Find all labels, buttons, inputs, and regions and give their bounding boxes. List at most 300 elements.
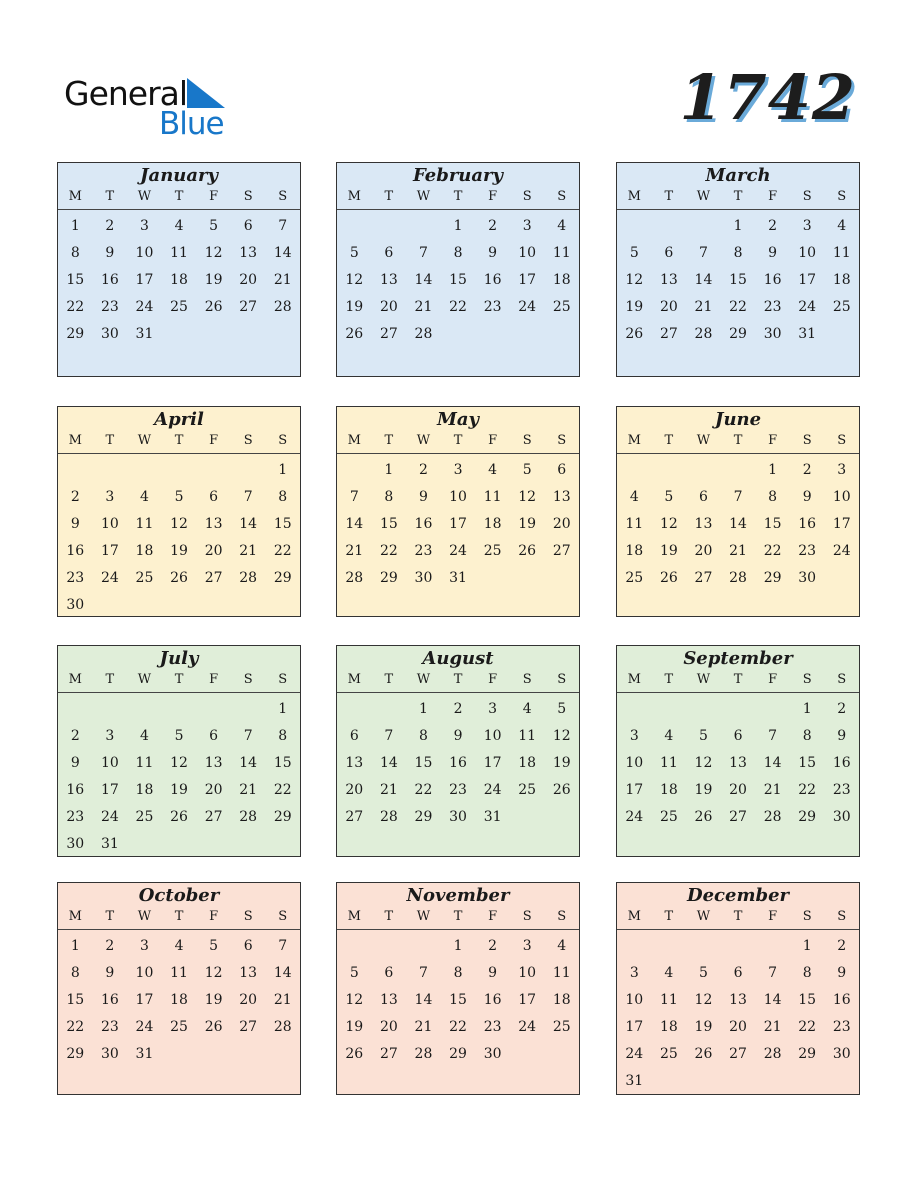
week-row xyxy=(617,750,859,777)
day-grid xyxy=(337,930,579,1068)
weekday-label: T xyxy=(733,672,743,687)
empty-day-cell xyxy=(686,457,721,484)
day-cell: 17 xyxy=(798,272,817,288)
day-cell: 31 xyxy=(798,326,817,342)
empty-day-cell xyxy=(544,804,579,831)
day-cell: 18 xyxy=(483,516,502,532)
day-cell: 29 xyxy=(798,1046,817,1062)
day-cell: 10 xyxy=(798,245,817,261)
day-cell: 15 xyxy=(763,516,782,532)
day-cell: 18 xyxy=(552,992,571,1008)
weekday-header xyxy=(337,431,579,454)
weekday-header xyxy=(337,187,579,210)
day-cell: 10 xyxy=(135,965,154,981)
day-cell: 18 xyxy=(659,782,678,798)
day-cell: 3 xyxy=(488,701,498,717)
day-cell: 2 xyxy=(70,489,80,505)
day-cell: 18 xyxy=(552,272,571,288)
day-cell: 3 xyxy=(522,938,532,954)
day-cell: 5 xyxy=(209,938,219,954)
week-row xyxy=(58,484,300,511)
empty-day-cell xyxy=(127,592,162,619)
day-cell: 28 xyxy=(414,326,433,342)
day-cell: 13 xyxy=(552,489,571,505)
day-cell: 11 xyxy=(170,965,188,981)
day-cell: 21 xyxy=(273,272,292,288)
empty-day-cell xyxy=(686,213,721,240)
day-cell: 30 xyxy=(763,326,782,342)
day-cell: 23 xyxy=(483,299,502,315)
day-cell: 6 xyxy=(209,489,219,505)
day-cell: 28 xyxy=(729,570,747,586)
day-cell: 24 xyxy=(449,543,467,559)
day-cell: 23 xyxy=(832,782,851,798)
day-cell: 10 xyxy=(832,489,851,505)
empty-day-cell xyxy=(93,592,128,619)
empty-day-cell xyxy=(265,831,300,858)
day-cell: 24 xyxy=(100,570,119,586)
week-row xyxy=(58,696,300,723)
day-cell: 21 xyxy=(414,299,433,315)
day-cell: 16 xyxy=(100,272,119,288)
day-cell: 30 xyxy=(832,1046,851,1062)
weekday-label: F xyxy=(209,909,219,924)
weekday-label: M xyxy=(347,433,361,448)
week-row xyxy=(337,213,579,240)
day-cell: 24 xyxy=(798,299,817,315)
day-cell: 19 xyxy=(552,755,571,771)
day-cell: 26 xyxy=(694,1046,713,1062)
day-cell: 21 xyxy=(694,299,713,315)
day-cell: 26 xyxy=(345,1046,364,1062)
weekday-label: T xyxy=(105,189,115,204)
empty-day-cell xyxy=(652,1068,687,1095)
day-cell: 15 xyxy=(449,272,467,288)
day-cell: 7 xyxy=(768,965,778,981)
weekday-label: S xyxy=(557,909,567,924)
day-cell: 16 xyxy=(832,992,851,1008)
day-cell: 20 xyxy=(379,299,398,315)
empty-day-cell xyxy=(652,933,687,960)
month-title: May xyxy=(436,409,480,430)
empty-day-cell xyxy=(196,696,231,723)
day-cell: 12 xyxy=(170,516,188,532)
day-cell: 13 xyxy=(729,755,747,771)
day-cell: 20 xyxy=(239,992,258,1008)
day-cell: 4 xyxy=(664,965,674,981)
week-row xyxy=(58,960,300,987)
day-cell: 24 xyxy=(483,782,502,798)
day-cell: 15 xyxy=(273,516,292,532)
day-cell: 20 xyxy=(379,1019,398,1035)
day-cell: 17 xyxy=(518,992,537,1008)
day-cell: 16 xyxy=(66,782,85,798)
year-title: 1742 xyxy=(679,61,856,134)
week-row xyxy=(337,267,579,294)
empty-day-cell xyxy=(231,592,266,619)
logo-general-text: General xyxy=(64,74,188,113)
weekday-label: M xyxy=(627,189,641,204)
empty-day-cell xyxy=(824,565,859,592)
week-row xyxy=(337,777,579,804)
empty-day-cell xyxy=(162,831,197,858)
day-cell: 20 xyxy=(729,782,747,798)
week-row xyxy=(337,750,579,777)
weekday-label: F xyxy=(209,433,219,448)
day-cell: 11 xyxy=(659,992,678,1008)
day-cell: 12 xyxy=(552,728,571,744)
empty-day-cell xyxy=(544,1041,579,1068)
day-cell: 11 xyxy=(552,245,571,261)
day-cell: 4 xyxy=(557,218,567,234)
day-cell: 3 xyxy=(629,728,639,744)
weekday-label: F xyxy=(209,672,219,687)
empty-day-cell xyxy=(127,457,162,484)
day-cell: 3 xyxy=(139,938,149,954)
empty-day-cell xyxy=(162,457,197,484)
day-cell: 22 xyxy=(798,782,817,798)
week-row xyxy=(58,213,300,240)
weekday-label: F xyxy=(768,189,778,204)
empty-day-cell xyxy=(755,933,790,960)
day-cell: 10 xyxy=(625,755,644,771)
day-grid xyxy=(617,210,859,348)
weekday-header xyxy=(337,907,579,930)
day-cell: 23 xyxy=(414,543,433,559)
week-row xyxy=(617,696,859,723)
day-cell: 27 xyxy=(659,326,678,342)
day-cell: 8 xyxy=(418,728,428,744)
day-cell: 12 xyxy=(694,755,713,771)
month-september xyxy=(616,645,860,857)
day-cell: 16 xyxy=(449,755,467,771)
day-cell: 16 xyxy=(66,543,85,559)
empty-day-cell xyxy=(196,831,231,858)
day-cell: 9 xyxy=(418,489,428,505)
day-cell: 22 xyxy=(414,782,433,798)
weekday-label: W xyxy=(416,189,431,204)
weekday-label: W xyxy=(696,672,711,687)
day-cell: 5 xyxy=(174,728,184,744)
week-row xyxy=(337,987,579,1014)
weekday-label: S xyxy=(837,433,847,448)
day-cell: 13 xyxy=(694,516,713,532)
week-row xyxy=(617,804,859,831)
weekday-header xyxy=(337,670,579,693)
month-march xyxy=(616,162,860,377)
month-title: August xyxy=(422,648,494,669)
week-row xyxy=(337,723,579,750)
day-cell: 7 xyxy=(243,728,253,744)
empty-day-cell xyxy=(337,933,372,960)
day-cell: 14 xyxy=(239,516,258,532)
day-cell: 5 xyxy=(209,218,219,234)
day-cell: 7 xyxy=(278,938,288,954)
day-cell: 2 xyxy=(488,218,498,234)
week-row xyxy=(337,1041,579,1068)
empty-day-cell xyxy=(231,1041,266,1068)
day-cell: 21 xyxy=(729,543,747,559)
day-cell: 5 xyxy=(629,245,639,261)
empty-day-cell xyxy=(617,457,652,484)
week-row xyxy=(337,294,579,321)
day-cell: 19 xyxy=(659,543,678,559)
weekday-label: M xyxy=(68,909,82,924)
week-row xyxy=(58,1014,300,1041)
day-cell: 14 xyxy=(694,272,713,288)
empty-day-cell xyxy=(58,457,93,484)
day-cell: 6 xyxy=(243,938,253,954)
day-cell: 27 xyxy=(204,809,223,825)
empty-day-cell xyxy=(372,696,407,723)
empty-day-cell xyxy=(265,1041,300,1068)
day-cell: 4 xyxy=(837,218,847,234)
week-row xyxy=(617,321,859,348)
day-cell: 24 xyxy=(135,1019,154,1035)
empty-day-cell xyxy=(441,321,476,348)
day-cell: 14 xyxy=(763,755,782,771)
empty-day-cell xyxy=(337,696,372,723)
empty-day-cell xyxy=(127,696,162,723)
day-cell: 17 xyxy=(135,992,154,1008)
day-cell: 11 xyxy=(170,245,188,261)
empty-day-cell xyxy=(652,213,687,240)
day-cell: 23 xyxy=(483,1019,502,1035)
day-cell: 8 xyxy=(768,489,778,505)
day-cell: 22 xyxy=(66,299,85,315)
weekday-label: W xyxy=(416,433,431,448)
empty-day-cell xyxy=(510,321,545,348)
empty-day-cell xyxy=(790,1068,825,1095)
day-cell: 19 xyxy=(694,782,713,798)
week-row xyxy=(58,457,300,484)
day-cell: 18 xyxy=(170,992,188,1008)
day-cell: 16 xyxy=(763,272,782,288)
empty-day-cell xyxy=(475,321,510,348)
day-cell: 10 xyxy=(449,489,467,505)
generalblue-logo xyxy=(64,72,234,144)
month-title: March xyxy=(705,165,771,186)
day-cell: 17 xyxy=(518,272,537,288)
week-row xyxy=(337,484,579,511)
day-cell: 10 xyxy=(100,516,119,532)
day-cell: 17 xyxy=(832,516,851,532)
day-cell: 27 xyxy=(552,543,571,559)
week-row xyxy=(58,267,300,294)
day-cell: 26 xyxy=(170,809,188,825)
day-cell: 12 xyxy=(694,992,713,1008)
empty-day-cell xyxy=(544,321,579,348)
day-cell: 8 xyxy=(70,245,80,261)
empty-day-cell xyxy=(337,457,372,484)
day-cell: 15 xyxy=(798,992,817,1008)
day-cell: 29 xyxy=(66,1046,85,1062)
weekday-label: T xyxy=(453,433,463,448)
weekday-label: S xyxy=(557,189,567,204)
empty-day-cell xyxy=(372,213,407,240)
day-cell: 10 xyxy=(518,245,537,261)
weekday-label: T xyxy=(453,909,463,924)
empty-day-cell xyxy=(162,321,197,348)
empty-day-cell xyxy=(721,457,756,484)
day-cell: 24 xyxy=(135,299,154,315)
weekday-label: T xyxy=(174,433,184,448)
empty-day-cell xyxy=(406,213,441,240)
day-cell: 13 xyxy=(379,272,398,288)
day-cell: 18 xyxy=(832,272,851,288)
day-cell: 1 xyxy=(418,701,428,717)
weekday-label: F xyxy=(768,672,778,687)
day-cell: 10 xyxy=(135,245,154,261)
day-cell: 16 xyxy=(483,992,502,1008)
day-cell: 14 xyxy=(763,992,782,1008)
day-cell: 21 xyxy=(414,1019,433,1035)
weekday-label: M xyxy=(347,189,361,204)
day-cell: 30 xyxy=(449,809,467,825)
week-row xyxy=(617,294,859,321)
day-cell: 11 xyxy=(625,516,644,532)
week-row xyxy=(337,933,579,960)
empty-day-cell xyxy=(231,457,266,484)
day-cell: 7 xyxy=(733,489,743,505)
week-row xyxy=(58,511,300,538)
day-cell: 22 xyxy=(273,782,292,798)
empty-day-cell xyxy=(755,696,790,723)
weekday-label: T xyxy=(105,672,115,687)
week-row xyxy=(58,804,300,831)
day-cell: 27 xyxy=(694,570,713,586)
day-cell: 25 xyxy=(659,809,678,825)
day-cell: 21 xyxy=(379,782,398,798)
day-cell: 23 xyxy=(100,1019,119,1035)
empty-day-cell xyxy=(510,804,545,831)
day-cell: 15 xyxy=(66,272,85,288)
month-title: November xyxy=(406,885,510,906)
week-row xyxy=(337,538,579,565)
day-cell: 31 xyxy=(483,809,502,825)
day-cell: 22 xyxy=(379,543,398,559)
day-cell: 22 xyxy=(798,1019,817,1035)
empty-day-cell xyxy=(196,592,231,619)
day-cell: 12 xyxy=(345,992,364,1008)
day-cell: 28 xyxy=(414,1046,433,1062)
empty-day-cell xyxy=(58,696,93,723)
day-cell: 16 xyxy=(100,992,119,1008)
empty-day-cell xyxy=(475,565,510,592)
month-may xyxy=(336,406,580,617)
weekday-label: W xyxy=(696,433,711,448)
day-cell: 11 xyxy=(832,245,851,261)
day-grid xyxy=(58,210,300,348)
day-grid xyxy=(337,210,579,348)
day-cell: 15 xyxy=(449,992,467,1008)
day-cell: 19 xyxy=(170,782,188,798)
day-cell: 4 xyxy=(139,728,149,744)
day-cell: 19 xyxy=(204,272,223,288)
day-cell: 21 xyxy=(239,543,258,559)
day-cell: 6 xyxy=(384,245,394,261)
day-cell: 16 xyxy=(832,755,851,771)
day-cell: 28 xyxy=(273,1019,292,1035)
empty-day-cell xyxy=(686,1068,721,1095)
day-cell: 24 xyxy=(832,543,851,559)
day-grid xyxy=(617,693,859,831)
empty-day-cell xyxy=(196,1041,231,1068)
day-cell: 23 xyxy=(449,782,467,798)
week-row xyxy=(337,240,579,267)
day-cell: 30 xyxy=(798,570,817,586)
day-cell: 11 xyxy=(135,516,154,532)
day-cell: 9 xyxy=(488,245,498,261)
day-cell: 5 xyxy=(174,489,184,505)
weekday-label: S xyxy=(243,672,253,687)
weekday-label: S xyxy=(837,672,847,687)
week-row xyxy=(617,960,859,987)
weekday-header xyxy=(58,431,300,454)
month-title: June xyxy=(714,409,762,430)
empty-day-cell xyxy=(231,696,266,723)
day-cell: 9 xyxy=(70,516,80,532)
day-cell: 13 xyxy=(345,755,364,771)
day-cell: 31 xyxy=(135,1046,154,1062)
day-cell: 3 xyxy=(453,462,463,478)
empty-day-cell xyxy=(510,1041,545,1068)
week-row xyxy=(617,933,859,960)
month-title: January xyxy=(140,165,218,186)
weekday-label: F xyxy=(488,189,498,204)
weekday-label: S xyxy=(278,189,288,204)
weekday-label: S xyxy=(243,189,253,204)
week-row xyxy=(617,267,859,294)
day-cell: 2 xyxy=(70,728,80,744)
week-row xyxy=(617,565,859,592)
day-cell: 5 xyxy=(698,965,708,981)
day-cell: 26 xyxy=(345,326,364,342)
day-cell: 29 xyxy=(379,570,398,586)
weekday-label: T xyxy=(174,189,184,204)
weekday-label: F xyxy=(488,909,498,924)
day-cell: 26 xyxy=(659,570,678,586)
day-cell: 27 xyxy=(345,809,364,825)
day-cell: 29 xyxy=(763,570,782,586)
weekday-label: M xyxy=(347,909,361,924)
logo-triangle-icon xyxy=(187,78,225,108)
weekday-label: S xyxy=(243,433,253,448)
day-cell: 21 xyxy=(239,782,258,798)
day-cell: 11 xyxy=(659,755,678,771)
day-cell: 29 xyxy=(273,570,292,586)
day-cell: 3 xyxy=(802,218,812,234)
day-cell: 3 xyxy=(522,218,532,234)
day-cell: 4 xyxy=(522,701,532,717)
day-cell: 6 xyxy=(243,218,253,234)
day-cell: 28 xyxy=(239,570,258,586)
day-cell: 6 xyxy=(384,965,394,981)
day-cell: 25 xyxy=(483,543,502,559)
week-row xyxy=(58,592,300,619)
day-cell: 15 xyxy=(379,516,398,532)
week-row xyxy=(617,987,859,1014)
day-cell: 1 xyxy=(278,462,288,478)
day-cell: 14 xyxy=(729,516,747,532)
weekday-label: T xyxy=(105,909,115,924)
weekday-label: T xyxy=(384,672,394,687)
day-cell: 7 xyxy=(418,965,428,981)
day-cell: 1 xyxy=(278,701,288,717)
day-cell: 22 xyxy=(729,299,747,315)
day-cell: 30 xyxy=(66,597,85,613)
month-april xyxy=(57,406,301,617)
